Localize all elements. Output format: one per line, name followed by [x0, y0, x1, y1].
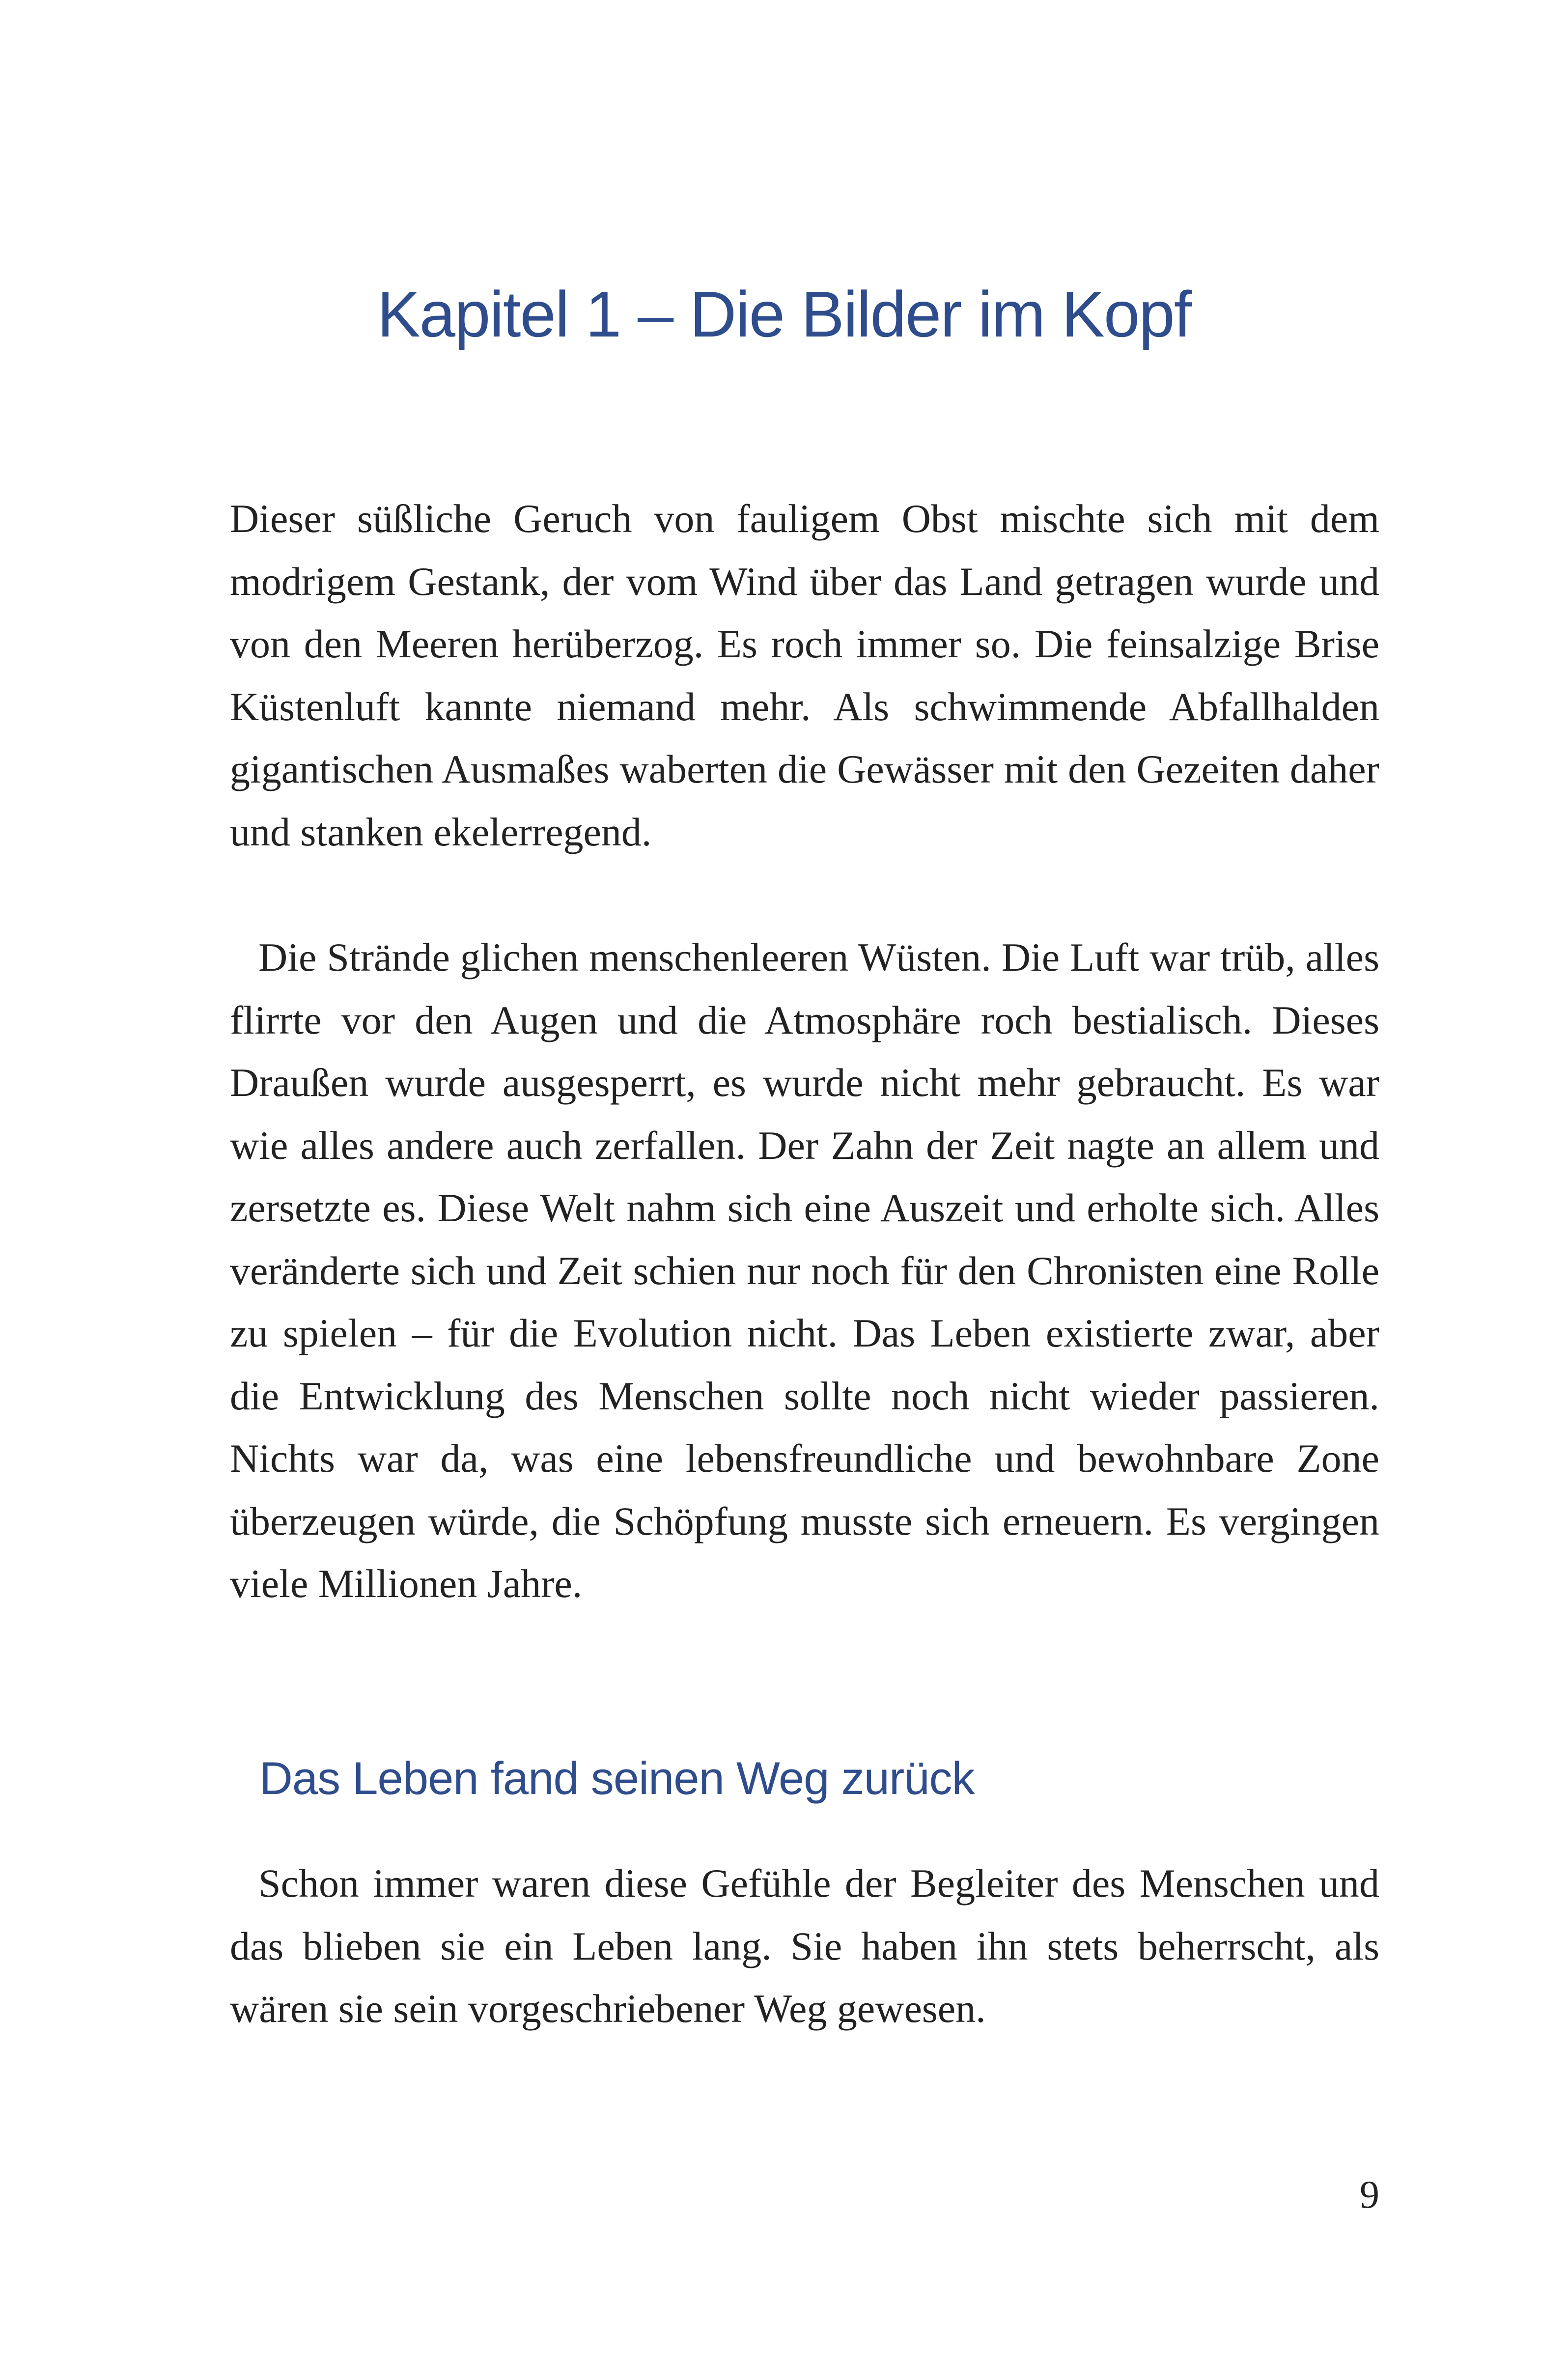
body-paragraph-1: [230, 487, 1379, 863]
paragraph-text: Die Strände glichen menschenleeren Wüsten. Die Luft war trüb, alles flirrte vor den Augen und die Atmosphäre roch bestialisch. Dieses Draußen wurde ausgesperrt, es wurde nicht mehr gebraucht. Es war wie alles andere auch zerfallen. Der Zahn der Zeit nagte an allem und zersetzte es. Diese Welt nahm sich eine Auszeit und erholte sich. Alles veränderte sich und Zeit schien nur noch für den Chronisten eine Rolle zu spielen – für die Evolution nicht. Das Leben existierte zwar, aber die Entwicklung des Menschen sollte noch nicht wieder passieren. Nichts war da, was eine lebensfreundliche und bewohnbare Zone überzeugen würde, die Schöpfung musste sich erneuern. Es vergingen viele Millionen Jahre.: [230, 935, 1379, 1606]
paragraph-text: Schon immer waren diese Gefühle der Begleiter des Menschen und das blieben sie ein Leben lang. Sie haben ihn stets beherrscht, als wären sie sein vorgeschriebener Weg gewesen.: [230, 1861, 1379, 2031]
body-paragraph-2: [230, 926, 1379, 1615]
page-number: 9: [1360, 2173, 1379, 2217]
section-paragraph: [230, 1852, 1379, 2040]
section-heading: Das Leben fand seinen Weg zurück: [259, 1752, 975, 1804]
paragraph-text: Dieser süßliche Geruch von fauligem Obst mischte sich mit dem modrigem Gestank, der vom Wind über das Land getragen wurde und von den Meeren herüberzog. Es roch immer so. Die feinsalzige Brise Küstenluft kannte niemand mehr. Als schwimmende Abfallhalden gigantischen Ausmaßes waberten die Gewässer mit den Gezeiten daher und stanken ekelerregend.: [230, 496, 1379, 854]
chapter-title: Kapitel 1 – Die Bilder im Kopf: [377, 278, 1191, 350]
